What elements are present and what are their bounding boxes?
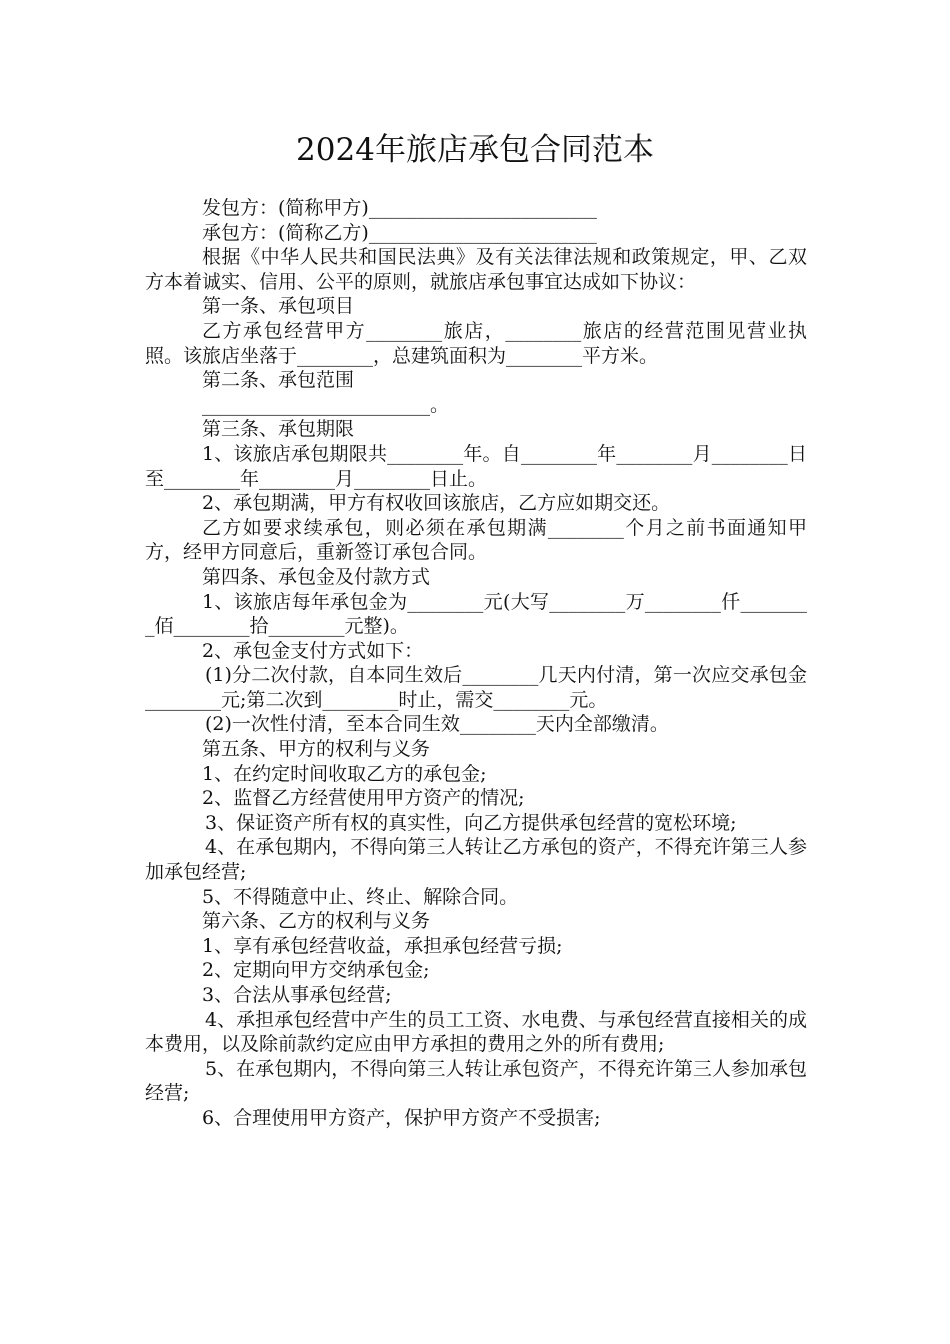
contract-paragraph: 2、承包期满，甲方有权收回该旅店，乙方应如期交还。 (202, 492, 671, 515)
contract-paragraph: 根据《中华人民共和国民法典》及有关法律法规和政策规定，甲、乙双方本着诚实、信用、公平的原则，就旅店承包事宜达成如下协议： (145, 246, 807, 293)
contract-paragraph: 发包方：(简称甲方)________________________ (202, 197, 597, 219)
contract-paragraph: 1、该旅店每年承包金为________元(大写________万________仟________佰________拾________元整)。 (145, 590, 807, 638)
contract-paragraph: 2、监督乙方经营使用甲方资产的情况; (202, 787, 525, 810)
contract-paragraph: ________________________。 (202, 393, 450, 416)
contract-paragraph: 3、保证资产所有权的真实性，向乙方提供承包经营的宽松环境; (205, 811, 737, 834)
contract-paragraph: 第六条、乙方的权利与义务 (202, 910, 431, 933)
contract-paragraph: 第五条、甲方的权利与义务 (202, 738, 431, 761)
contract-paragraph: 乙方承包经营甲方________旅店，________旅店的经营范围见营业执照。该旅店坐落于________，总建筑面积为________平方米。 (145, 319, 807, 367)
contract-paragraph: 2、定期向甲方交纳承包金; (202, 959, 430, 982)
contract-paragraph: 第四条、承包金及付款方式 (202, 565, 431, 588)
contract-paragraph: 6、合理使用甲方资产，保护甲方资产不受损害; (202, 1106, 601, 1129)
contract-paragraph: 1、享有承包经营收益，承担承包经营亏损; (202, 934, 563, 957)
document-title: 2024年旅店承包合同范本 (296, 132, 654, 168)
contract-paragraph: (2)一次性付清，至本合同生效________天内全部缴清。 (205, 713, 669, 736)
document-body (145, 196, 807, 1131)
contract-paragraph: 第一条、承包项目 (202, 295, 355, 318)
contract-paragraph: 2、承包金支付方式如下： (202, 639, 424, 662)
contract-paragraph: 1、该旅店承包期限共________年。自________年________月________日至________年________月________日止。 (145, 442, 807, 490)
contract-paragraph: 第三条、承包期限 (202, 418, 355, 441)
contract-paragraph: 第二条、承包范围 (202, 369, 355, 392)
contract-paragraph: 乙方如要求续承包，则必须在承包期满________个月之前书面通知甲方，经甲方同意后，重新签订承包合同。 (145, 516, 807, 564)
contract-paragraph: 3、合法从事承包经营; (202, 984, 392, 1006)
contract-paragraph: 1、在约定时间收取乙方的承包金; (202, 762, 487, 785)
contract-paragraph: 4、在承包期内，不得向第三人转让乙方承包的资产，不得充许第三人参加承包经营; (145, 836, 807, 884)
contract-paragraph: 4、承担承包经营中产生的员工工资、水电费、与承包经营直接相关的成本费用，以及除前款约定应由甲方承担的费用之外的所有费用; (145, 1008, 807, 1056)
contract-paragraph: (1)分二次付款，自本同生效后________几天内付清，第一次应交承包金________元;第二次到________时止，需交________元。 (145, 664, 807, 711)
contract-paragraph: 5、不得随意中止、终止、解除合同。 (202, 885, 519, 908)
contract-paragraph: 5、在承包期内，不得向第三人转让承包资产，不得充许第三人参加承包经营; (145, 1057, 807, 1105)
contract-paragraph: 承包方：(简称乙方)________________________ (202, 221, 597, 244)
